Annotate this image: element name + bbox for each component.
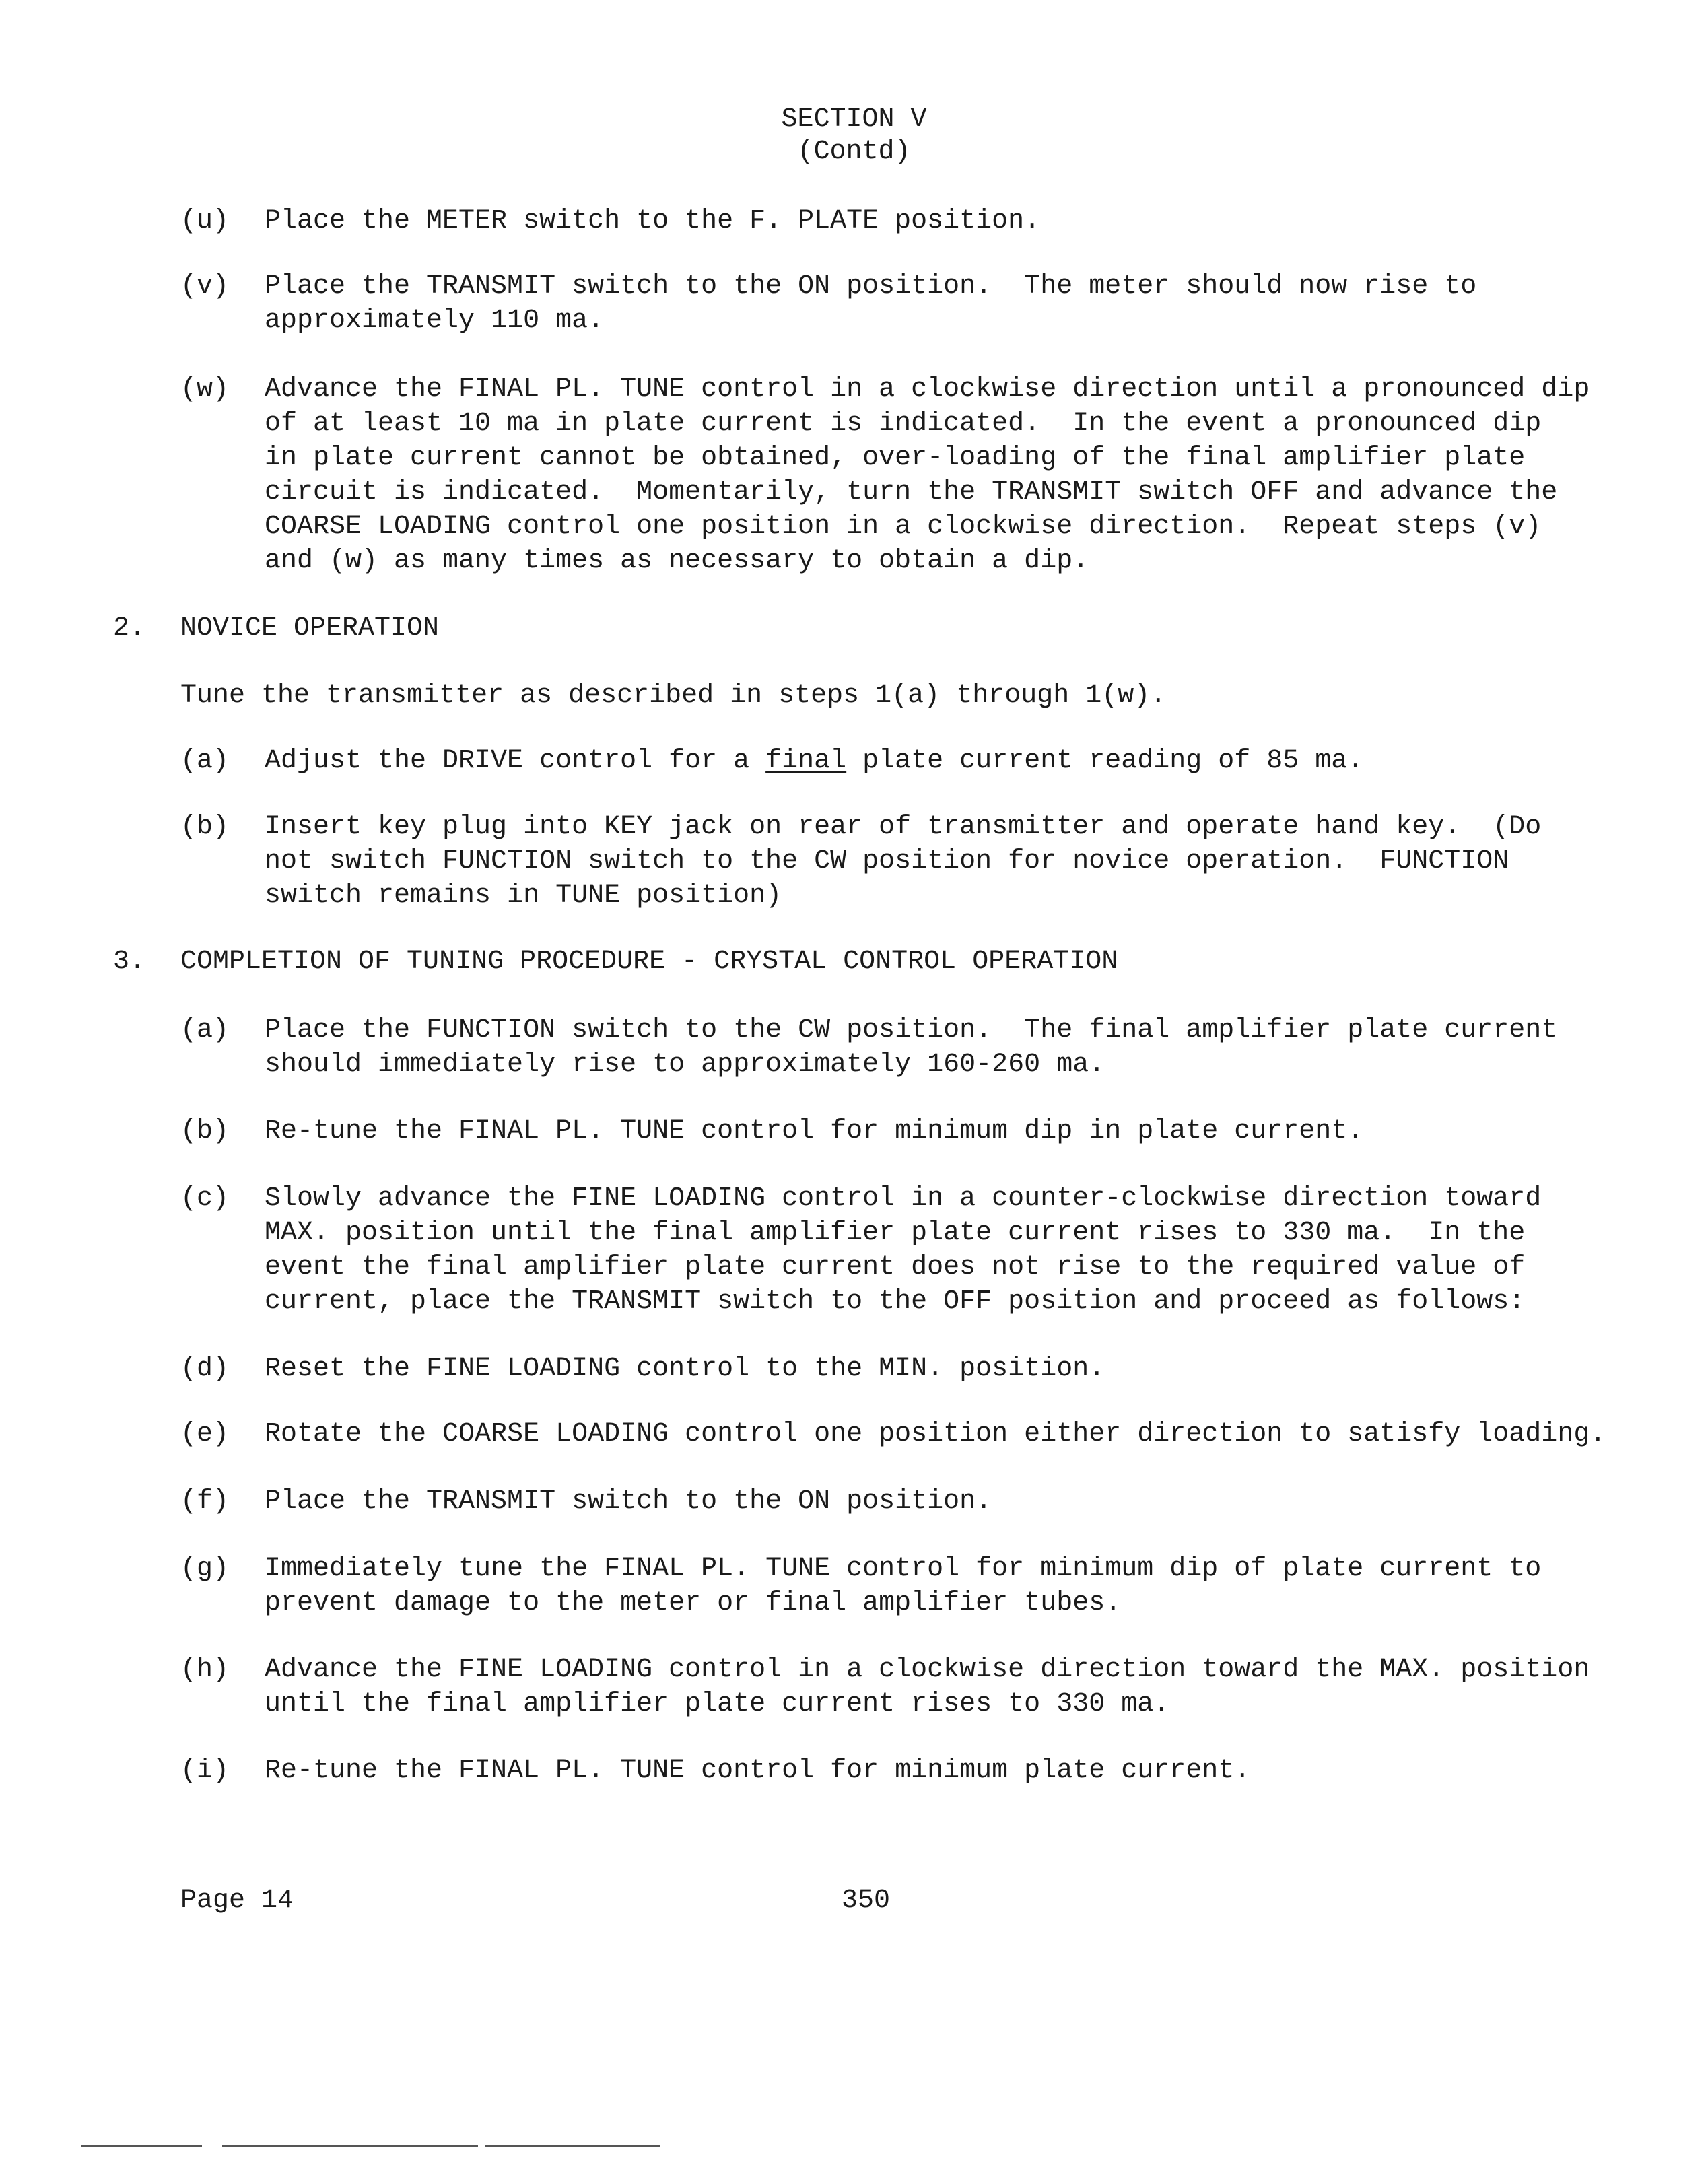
scan-rule (81, 2145, 202, 2147)
step-line: of at least 10 ma in plate current is indicated. In the event a pronounced dip (265, 409, 1542, 439)
scan-rule (485, 2145, 660, 2147)
step-line: not switch FUNCTION switch to the CW position for novice operation. FUNCTION (265, 846, 1509, 876)
section-subtitle: (Contd) (797, 137, 911, 167)
step-line: should immediately rise to approximately 160-260 ma. (265, 1049, 1105, 1080)
step-line: Advance the FINAL PL. TUNE control in a clockwise direction until a pronounced dip (265, 374, 1590, 405)
step-label: (c) (180, 1183, 230, 1214)
step-line: approximately 110 ma. (265, 306, 605, 336)
step-line: Rotate the COARSE LOADING control one position either direction to satisfy loading. (265, 1419, 1606, 1449)
step-label: (a) (180, 746, 230, 776)
scan-rule (222, 2145, 478, 2147)
step-line: current, place the TRANSMIT switch to the OFF position and proceed as follows: (265, 1286, 1526, 1317)
step-line: Re-tune the FINAL PL. TUNE control for minimum dip in plate current. (265, 1116, 1364, 1146)
step-line: Place the TRANSMIT switch to the ON position. The meter should now rise to (265, 271, 1477, 302)
step-label: (b) (180, 812, 230, 842)
step-line: in plate current cannot be obtained, over-loading of the final amplifier plate (265, 443, 1526, 473)
step-line: MAX. position until the final amplifier plate current rises to 330 ma. In the (265, 1218, 1526, 1248)
step-label: (u) (180, 206, 230, 236)
step-line: circuit is indicated. Momentarily, turn the TRANSMIT switch OFF and advance the (265, 477, 1558, 508)
step-label: (f) (180, 1486, 230, 1517)
section-2-intro: Tune the transmitter as described in steps 1(a) through 1(w). (180, 681, 1167, 711)
step-label: (w) (180, 374, 230, 405)
step-label: (a) (180, 1015, 230, 1045)
page-number: Page 14 (180, 1886, 294, 1916)
step-line: Immediately tune the FINAL PL. TUNE control for minimum dip of plate current to (265, 1554, 1542, 1584)
step-label: (h) (180, 1655, 230, 1685)
underlined-word: final (765, 746, 847, 776)
section-number: 2. (113, 613, 146, 644)
section-number: 3. (113, 946, 146, 977)
step-line: Reset the FINE LOADING control to the MIN. position. (265, 1354, 1105, 1384)
step-label: (d) (180, 1354, 230, 1384)
step-line: until the final amplifier plate current rises to 330 ma. (265, 1689, 1170, 1719)
section-heading-text: COMPLETION OF TUNING PROCEDURE - CRYSTAL CONTROL OPERATION (180, 946, 1118, 977)
step-label: (b) (180, 1116, 230, 1146)
step-line: Slowly advance the FINE LOADING control in a counter-clockwise direction toward (265, 1183, 1542, 1214)
step-line (265, 744, 1363, 778)
step-line: Place the FUNCTION switch to the CW position. The final amplifier plate current (265, 1015, 1558, 1045)
step-line: Re-tune the FINAL PL. TUNE control for minimum plate current. (265, 1756, 1251, 1786)
step-label: (v) (180, 271, 230, 302)
step-text-before: Adjust the DRIVE control for a (265, 746, 766, 776)
step-line: switch remains in TUNE position) (265, 881, 782, 911)
step-text-after: plate current reading of 85 ma. (846, 746, 1364, 776)
step-label: (g) (180, 1554, 230, 1584)
step-label: (e) (180, 1419, 230, 1449)
step-line: event the final amplifier plate current does not rise to the required value of (265, 1252, 1526, 1282)
model-number: 350 (842, 1886, 891, 1916)
step-line: COARSE LOADING control one position in a clockwise direction. Repeat steps (v) (265, 512, 1542, 542)
step-label: (i) (180, 1756, 230, 1786)
step-line: Place the TRANSMIT switch to the ON position. (265, 1486, 992, 1517)
step-line: Place the METER switch to the F. PLATE position. (265, 206, 1041, 236)
section-title: SECTION V (781, 104, 927, 135)
step-line: and (w) as many times as necessary to obtain a dip. (265, 546, 1089, 576)
step-line: Advance the FINE LOADING control in a clockwise direction toward the MAX. position (265, 1655, 1590, 1685)
section-heading-text: NOVICE OPERATION (180, 613, 440, 644)
step-line: Insert key plug into KEY jack on rear of transmitter and operate hand key. (Do (265, 812, 1542, 842)
step-line: prevent damage to the meter or final amplifier tubes. (265, 1588, 1122, 1618)
